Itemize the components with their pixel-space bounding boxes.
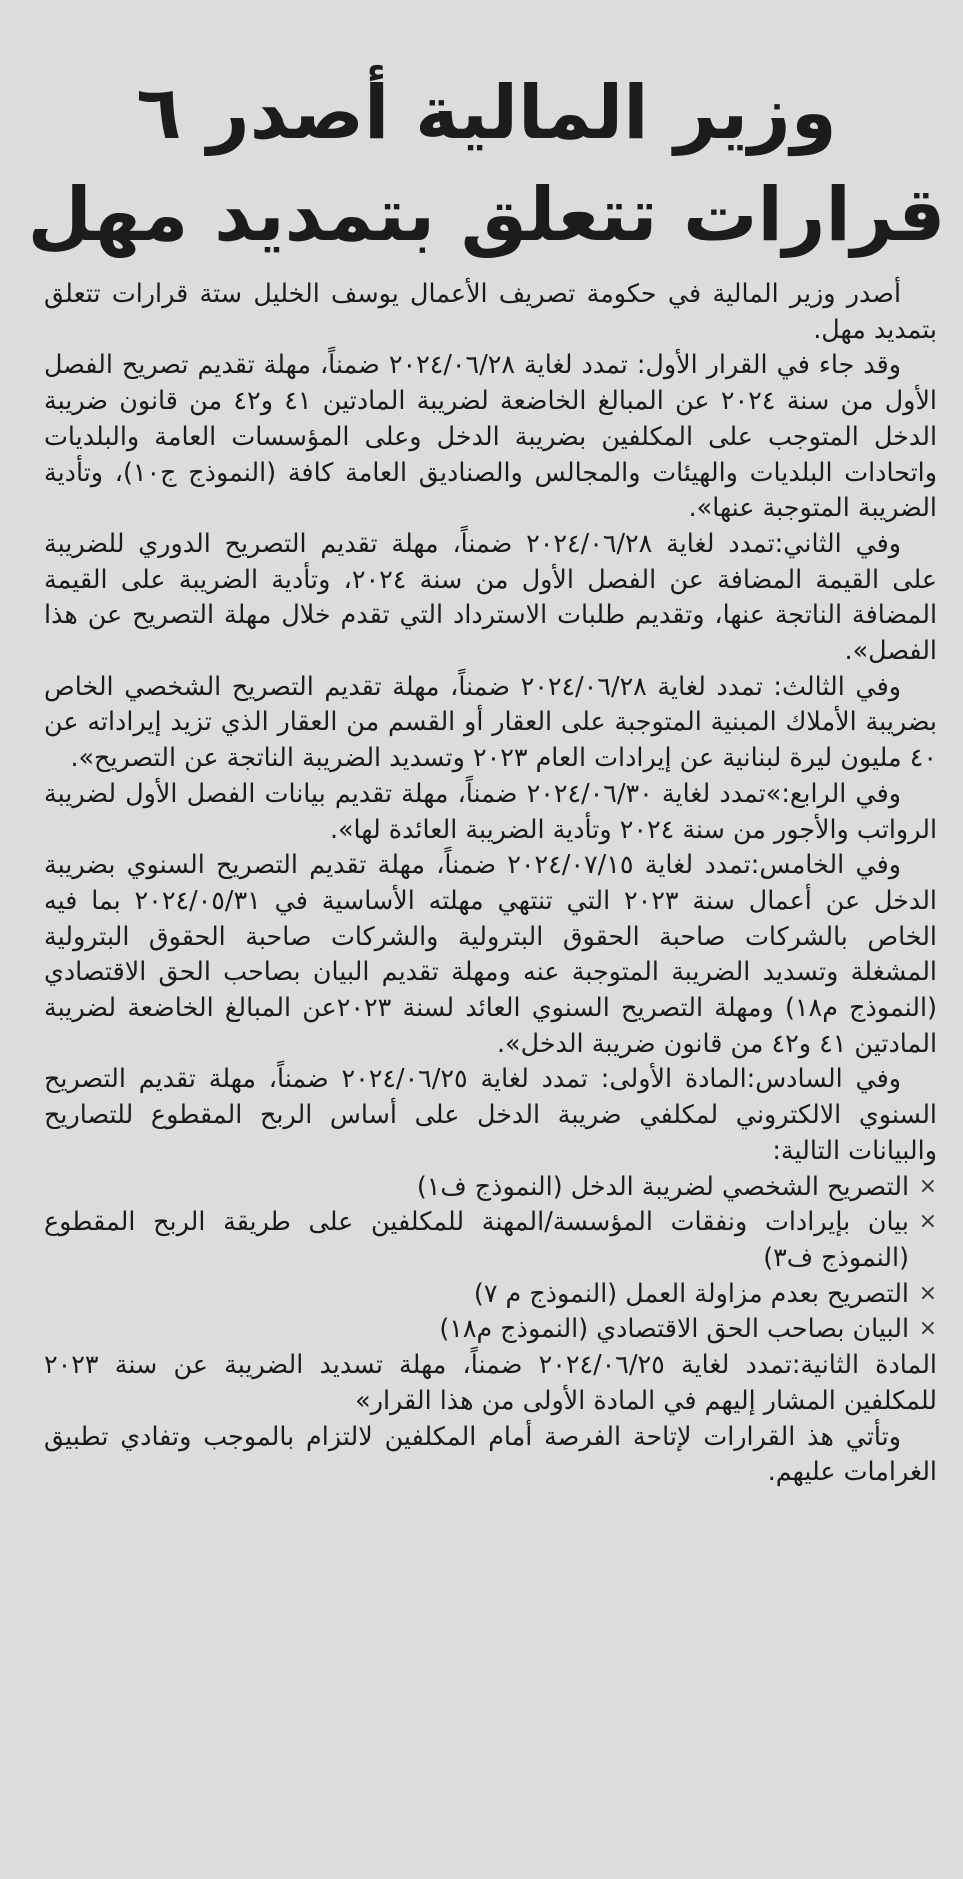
list-item-text: البيان بصاحب الحق الاقتصادي (النموذج م١٨) — [439, 1313, 909, 1344]
bullet-mark: × — [918, 1209, 937, 1235]
bullet-mark: × — [918, 1316, 937, 1342]
decision-2-paragraph: وفي الثاني:تمدد لغاية ٢٠٢٤/٠٦/٢٨ ضمناً، مهلة تقديم التصريح الدوري للضريبة على القيمة المضافة عن الفصل الأول من سنة ٢٠٢٤، وتأدية الضريبة على القيمة المضافة الناتجة عنها، وتقديم طلبات الاسترداد التي تقدم خلال مهلة التصريح عن هذا الفصل». — [44, 527, 938, 666]
list-item — [44, 1169, 937, 1205]
list-item — [44, 1311, 937, 1347]
list-item — [44, 1204, 937, 1275]
bullet-mark: × — [918, 1280, 937, 1306]
article-body — [26, 276, 947, 1490]
decision-3-paragraph: وفي الثالث: تمدد لغاية ٢٠٢٤/٠٦/٢٨ ضمناً، مهلة تقديم التصريح الشخصي الخاص بضريبة الأملاك المبنية المتوجبة على العقار أو القسم من العقار الذي تزيد إيراداته عن ٤٠ مليون ليرة لبنانية عن إيرادات العام ٢٠٢٣ وتسديد الضريبة الناتجة عن التصريح». — [44, 670, 937, 773]
article-2-paragraph: المادة الثانية:تمدد لغاية ٢٠٢٤/٠٦/٢٥ ضمناً، مهلة تسديد الضريبة عن سنة ٢٠٢٣ للمكلفين المشار إليهم في المادة الأولى من هذا القرار» — [44, 1349, 937, 1415]
headline-line-2: قرارات تتعلق بتمديد مهل — [27, 172, 946, 258]
headline — [26, 62, 947, 266]
decision-6-paragraph: وفي السادس:المادة الأولى: تمدد لغاية ٢٠٢٤/٠٦/٢٥ ضمناً، مهلة تقديم التصريح السنوي الالكتروني لمكلفي ضريبة الدخل على أساس الربح المقطوع للتصاريح والبيانات التالية: — [44, 1063, 937, 1165]
intro-paragraph: أصدر وزير المالية في حكومة تصريف الأعمال يوسف الخليل ستة قرارات تتعلق بتمديد مهل. — [44, 278, 937, 344]
list-item — [44, 1276, 937, 1312]
list-item-text: التصريح بعدم مزاولة العمل (النموذج م ٧) — [473, 1277, 909, 1308]
decision-4-paragraph: وفي الرابع:»تمدد لغاية ٢٠٢٤/٠٦/٣٠ ضمناً، مهلة تقديم بيانات الفصل الأول لضريبة الرواتب والأجور من سنة ٢٠٢٤ وتأدية الضريبة العائدة لها». — [44, 777, 937, 844]
decision-1-paragraph: وقد جاء في القرار الأول: تمدد لغاية ٢٠٢٤/٠٦/٢٨ ضمناً، مهلة تقديم تصريح الفصل الأول من سنة ٢٠٢٤ عن المبالغ الخاضعة لضريبة المادتين ٤١ و٤٢ من قانون ضريبة الدخل المتوجب على المكلفين بضريبة الدخل وعلى المؤسسات العامة والبلديات واتحادات البلديات والهيئات والمجالس والصناديق العامة كافة (النموذج ج١٠)، وتأدية الضريبة المتوجبة عنها». — [44, 349, 938, 523]
decision-5-paragraph: وفي الخامس:تمدد لغاية ٢٠٢٤/٠٧/١٥ ضمناً، مهلة تقديم التصريح السنوي بضريبة الدخل عن أعمال سنة ٢٠٢٣ التي تنتهي مهلته الأساسية في ٢٠٢٤/٠٥/٣١ بما فيه الخاص بالشركات صاحبة الحقوق البترولية والشركات صاحبة الحقوق البترولية المشغلة وتسديد الضريبة المتوجبة عنه ومهلة تقديم البيان بصاحب الحق الاقتصادي (النموذج م١٨) ومهلة التصريح السنوي العائد لسنة ٢٠٢٣عن المبالغ الخاضعة لضريبة المادتين ٤١ و٤٢ من قانون ضريبة الدخل». — [44, 849, 937, 1058]
bullet-mark: × — [918, 1173, 937, 1199]
list-item-text: التصريح الشخصي لضريبة الدخل (النموذج ف١) — [416, 1170, 909, 1201]
closing-paragraph: وتأتي هذ القرارات لإتاحة الفرصة أمام المكلفين لالتزام بالموجب وتفادي تطبيق الغرامات عليهم. — [44, 1420, 937, 1487]
list-item-text: بيان بإيرادات ونفقات المؤسسة/المهنة للمكلفين على طريقة الربح المقطوع (النموذج ف٣) — [44, 1206, 909, 1272]
headline-line-1: وزير المالية أصدر ٦ — [136, 70, 837, 156]
